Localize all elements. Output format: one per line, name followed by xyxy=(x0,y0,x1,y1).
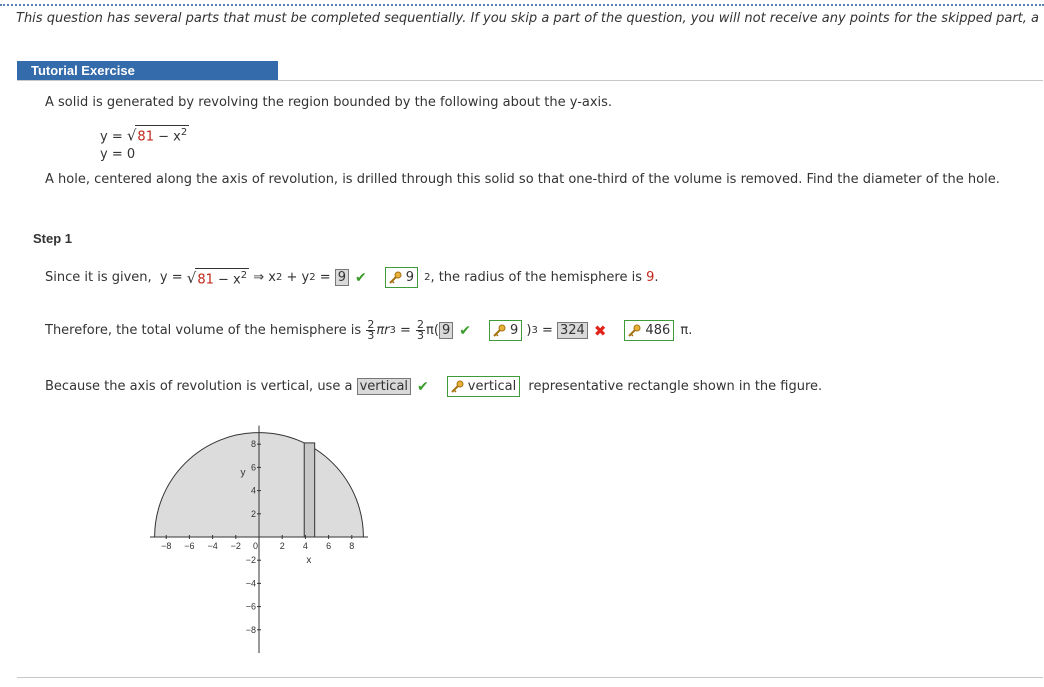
line2-equals: = xyxy=(395,323,416,338)
y-tick-label: −8 xyxy=(245,624,256,635)
step-line-3 xyxy=(45,376,822,397)
line2-equals-2: = xyxy=(537,323,558,338)
key-icon xyxy=(450,380,464,394)
equation-1 xyxy=(100,125,189,144)
frac2-num: 2 xyxy=(417,318,425,331)
eq1-minus-x: − x xyxy=(153,129,181,145)
line2-r-exp: 3 xyxy=(389,325,396,336)
line3-prefix: Because the axis of revolution is vertical, use a xyxy=(45,379,357,394)
x-tick-label: 6 xyxy=(326,541,332,551)
line1-equals: = xyxy=(315,270,335,285)
line1-81: 81 xyxy=(197,272,214,288)
step-line-1 xyxy=(45,267,659,288)
line2-pi-r: πr xyxy=(376,323,390,338)
hemisphere-figure xyxy=(148,415,388,655)
line2-pi-end: π. xyxy=(676,323,693,338)
y-tick-label: 4 xyxy=(250,485,256,496)
sqrt-symbol: √ xyxy=(186,268,197,287)
incorrect-x-icon: ✖ xyxy=(593,321,607,340)
answer-key-radius-2[interactable] xyxy=(489,320,522,341)
answer-box-radius-squared[interactable]: 9 xyxy=(335,269,349,286)
fraction-two-thirds-2 xyxy=(416,320,425,341)
x-tick-label: −2 xyxy=(230,541,241,551)
y-tick-label: 6 xyxy=(250,462,256,473)
line1-suffix: , the radius of the hemisphere is xyxy=(430,270,647,285)
key-icon xyxy=(492,324,506,338)
answer-box-radius[interactable]: 9 xyxy=(439,322,453,339)
tutorial-header: Tutorial Exercise xyxy=(17,61,278,80)
y-axis-label: y xyxy=(240,467,246,479)
eq1-radicand xyxy=(135,125,189,143)
fraction-two-thirds xyxy=(366,320,375,341)
y-tick-label: −6 xyxy=(245,601,256,612)
equation-2: y = 0 xyxy=(100,147,136,162)
y-tick-label: 8 xyxy=(250,439,256,450)
line1-exp: 2 xyxy=(240,270,248,282)
line1-key-exp: 2 xyxy=(424,272,431,283)
answer-key-orientation[interactable] xyxy=(447,376,520,397)
eq1-81: 81 xyxy=(137,129,154,145)
line1-minus-x: − x xyxy=(213,272,241,288)
line2-cube-exp: 3 xyxy=(531,325,538,336)
answer-box-orientation[interactable]: vertical xyxy=(357,378,411,395)
hole-description: A hole, centered along the axis of revolution, is drilled through this solid so that one-third of the volume is removed. Find the diameter of the hole. xyxy=(45,172,1000,187)
representative-rectangle xyxy=(304,443,314,537)
key-icon xyxy=(388,271,402,285)
top-dotted-border xyxy=(0,4,1044,6)
key-radius-value: 9 xyxy=(405,270,415,285)
key-icon xyxy=(627,324,641,338)
frac-den: 3 xyxy=(367,329,375,342)
line2-close-paren: ) xyxy=(522,323,532,338)
x-tick-label: −6 xyxy=(184,541,195,551)
eq1-lhs: y = xyxy=(100,129,127,145)
key-orientation-value: vertical xyxy=(467,379,517,394)
y-tick-label: −2 xyxy=(245,555,256,566)
x-tick-label: 0 xyxy=(252,541,258,551)
answer-key-volume[interactable] xyxy=(624,320,674,341)
line1-radicand xyxy=(195,268,249,286)
line2-prefix: Therefore, the total volume of the hemisphere is xyxy=(45,323,366,338)
line1-plus-y: + y xyxy=(282,270,310,285)
x-tick-label: 4 xyxy=(302,541,308,551)
correct-check-icon: ✔ xyxy=(355,269,367,286)
eq1-exp: 2 xyxy=(180,127,188,138)
x-tick-label: 8 xyxy=(349,541,355,551)
answer-box-volume[interactable]: 324 xyxy=(557,322,588,339)
line2-pi-open: π( xyxy=(426,323,439,338)
key-volume-value: 486 xyxy=(645,323,671,338)
correct-check-icon: ✔ xyxy=(417,378,429,395)
line1-implies-x: ⇒ x xyxy=(249,270,276,285)
answer-key-radius[interactable] xyxy=(385,267,418,288)
key-radius-value-2: 9 xyxy=(509,323,519,338)
sqrt-symbol: √ xyxy=(126,126,137,145)
x-tick-label: −8 xyxy=(161,541,172,551)
step-line-2 xyxy=(45,320,692,341)
line1-radius-value: 9 xyxy=(646,270,655,285)
frac2-den: 3 xyxy=(417,329,425,342)
line1-period: . xyxy=(654,270,659,285)
step-1-title: Step 1 xyxy=(33,231,73,246)
line1-x-exp: 2 xyxy=(275,272,283,283)
line1-prefix: Since it is given, y = xyxy=(45,270,187,285)
problem-intro: A solid is generated by revolving the region bounded by the following about the y-axis. xyxy=(45,95,613,110)
tutorial-rule xyxy=(17,80,1043,81)
bottom-rule xyxy=(17,677,1043,678)
sequential-notice: This question has several parts that must be completed sequentially. If you skip a part of the question, you will not receive any points for the skipped part, a xyxy=(16,11,1039,26)
x-tick-label: 2 xyxy=(279,541,285,551)
x-tick-label: −4 xyxy=(207,541,218,551)
line3-suffix: representative rectangle shown in the figure. xyxy=(524,379,823,394)
x-axis-label: x xyxy=(306,555,312,566)
line1-y-exp: 2 xyxy=(309,272,316,283)
correct-check-icon: ✔ xyxy=(459,322,471,339)
y-tick-label: −4 xyxy=(245,578,256,589)
y-tick-label: 2 xyxy=(250,508,256,519)
frac-num: 2 xyxy=(367,318,375,331)
